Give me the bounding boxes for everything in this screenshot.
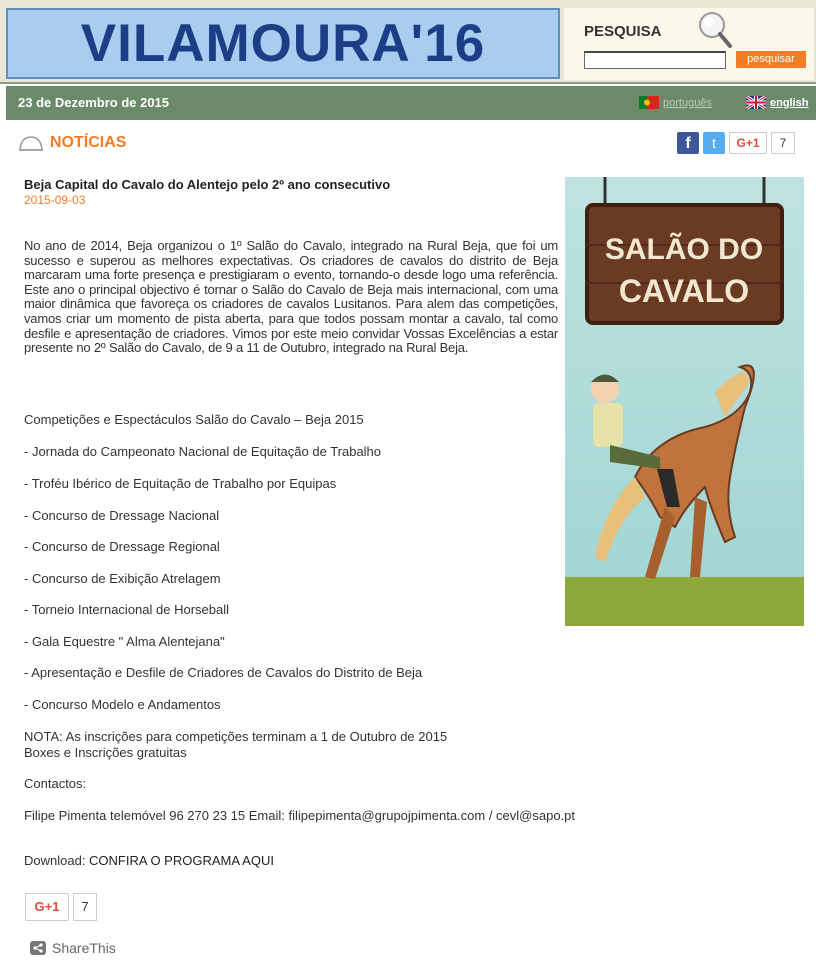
download-line bbox=[24, 853, 274, 868]
list-item: - Concurso de Dressage Nacional bbox=[24, 508, 220, 523]
vilamoura-banner[interactable] bbox=[6, 8, 560, 79]
list-item: - Concurso de Exibição Atrelagem bbox=[24, 571, 221, 586]
uk-flag-icon bbox=[746, 96, 766, 109]
search-panel bbox=[564, 8, 814, 80]
gplus-button-bottom[interactable]: G+1 bbox=[25, 893, 69, 921]
bottom-gplus bbox=[25, 893, 97, 921]
twitter-icon[interactable]: t bbox=[703, 132, 725, 154]
section-heading bbox=[18, 134, 126, 152]
download-program-link[interactable]: CONFIRA O PROGRAMA AQUI bbox=[89, 853, 274, 868]
banner-title: VILAMOURA'16 bbox=[80, 14, 486, 73]
list-item: - Concurso Modelo e Andamentos bbox=[24, 697, 221, 712]
language-portuguese-link[interactable] bbox=[639, 96, 712, 109]
download-label: Download: bbox=[24, 853, 90, 868]
list-item: - Torneio Internacional de Horseball bbox=[24, 602, 229, 617]
facebook-icon[interactable]: f bbox=[677, 132, 699, 154]
article-date: 2015-09-03 bbox=[24, 193, 86, 207]
gplus-count-bottom: 7 bbox=[73, 893, 97, 921]
list-item: - Concurso de Dressage Regional bbox=[24, 539, 220, 554]
social-share-bar bbox=[677, 132, 795, 154]
portugal-flag-icon bbox=[639, 96, 659, 109]
sharethis-button[interactable] bbox=[30, 940, 116, 956]
search-input[interactable] bbox=[584, 51, 726, 69]
search-title: PESQUISA bbox=[584, 23, 662, 40]
contacts-label: Contactos: bbox=[24, 776, 87, 791]
current-date: 23 de Dezembro de 2015 bbox=[18, 95, 170, 110]
magnifier-icon bbox=[694, 8, 734, 50]
language-english-label: english bbox=[770, 96, 809, 109]
date-bar bbox=[6, 86, 816, 120]
note-line: NOTA: As inscrições para competições terminam a 1 de Outubro de 2015 bbox=[24, 729, 448, 744]
salao-do-cavalo-poster bbox=[565, 177, 804, 626]
note-line: Boxes e Inscrições gratuitas bbox=[24, 745, 187, 760]
sharethis-label: ShareThis bbox=[52, 940, 116, 956]
list-item: - Apresentação e Desfile de Criadores de Cavalos do Distrito de Beja bbox=[24, 665, 423, 680]
section-title: NOTÍCIAS bbox=[50, 134, 127, 151]
poster-title-line1: SALÃO DO bbox=[604, 233, 764, 266]
search-button[interactable]: pesquisar bbox=[736, 51, 806, 68]
gplus-button[interactable]: G+1 bbox=[729, 132, 767, 154]
list-item: - Jornada do Campeonato Nacional de Equitação de Trabalho bbox=[24, 444, 382, 459]
gplus-count: 7 bbox=[771, 132, 795, 154]
article-intro: No ano de 2014, Beja organizou o 1º Salão do Cavalo, integrado na Rural Beja, que foi um sucesso e superou as melhores expectativas. Os criadores de cavalos do distrito de Beja marcaram uma forte presença e prestigiaram o evento, tornando-o desde logo uma referência. Este ano o principal objectivo é tornar o Salão do Cavalo de Beja mais internacional, com uma maior dinâmica que favoreça os criadores de cavalos Lusitanos. Para alem das competições, vamos criar um momento de pista aberta, para que todos possam montar a cavalo, tal como desfile e apresentação de criadores. Vimos por este meio convidar Vossas Excelências a estar presente no 2º Salão do Cavalo, de 9 a 11 de Outubro, integrado na Rural Beja. bbox=[24, 238, 558, 356]
share-icon bbox=[30, 941, 46, 955]
poster-title-line2: CAVALO bbox=[618, 273, 750, 309]
list-item: - Troféu Ibérico de Equitação de Trabalho por Equipas bbox=[24, 476, 337, 491]
list-heading: Competições e Espectáculos Salão do Cavalo – Beja 2015 bbox=[24, 412, 364, 427]
contacts-text: Filipe Pimenta telemóvel 96 270 23 15 Email: filipepimenta@grupojpimenta.com / cevl@sapo.pt bbox=[24, 808, 576, 823]
list-item: - Gala Equestre " Alma Alentejana" bbox=[24, 634, 225, 649]
news-dome-icon bbox=[18, 134, 44, 152]
site-header bbox=[0, 0, 816, 84]
article-title: Beja Capital do Cavalo do Alentejo pelo 2º ano consecutivo bbox=[24, 177, 391, 192]
language-english-link[interactable] bbox=[746, 96, 809, 109]
language-portuguese-label: português bbox=[663, 96, 712, 109]
